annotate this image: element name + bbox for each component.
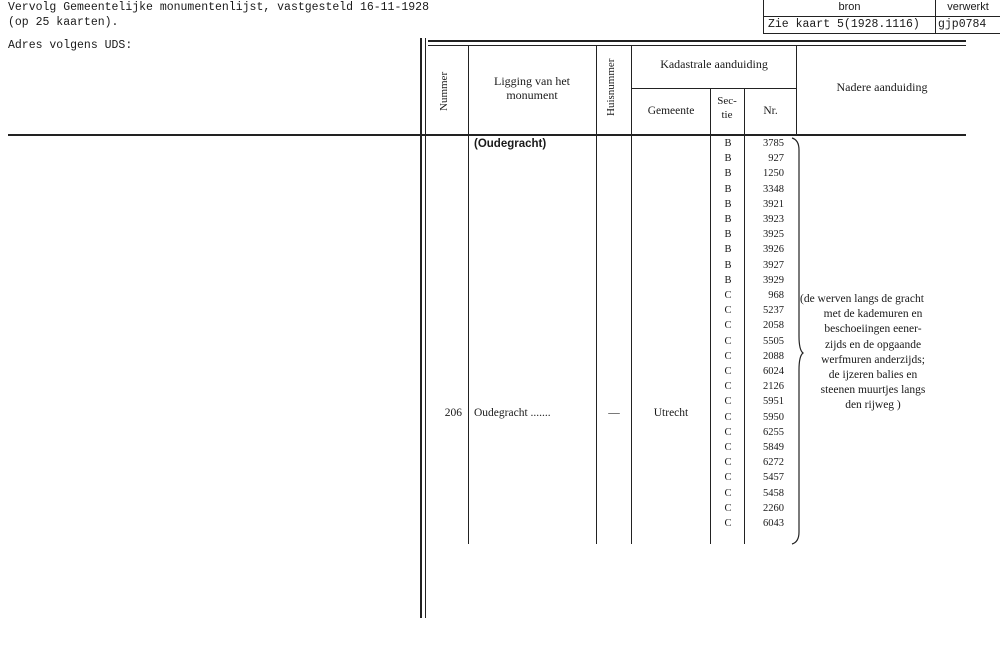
header-nadere: Nadere aanduiding [836, 80, 928, 94]
parcel-sectie: C [724, 518, 732, 529]
parcel-sectie: C [724, 442, 732, 453]
header-sectie: Sec-tie [717, 95, 737, 121]
nadere-aanduiding [800, 292, 946, 414]
parcel-sectie: C [724, 457, 732, 469]
header-huisnummer: Huisnummer [605, 58, 617, 116]
parcel-nr: 5457 [763, 472, 784, 484]
parcel-sectie: B [724, 274, 732, 286]
parcel-sectie: C [724, 350, 732, 362]
parcel-sectie: C [724, 502, 732, 514]
parcel-nr: 5849 [763, 442, 784, 453]
parcel-nr: 1250 [763, 168, 784, 180]
parcel-sectie: B [724, 168, 732, 180]
parcel-nr: 3927 [763, 259, 784, 271]
nadere-line: zijds en de opgaande [824, 338, 922, 351]
document-title: Vervolg Gemeentelijke monumentenlijst, vastgesteld 16-11-1928 [8, 1, 429, 14]
parcel-sectie: B [724, 229, 732, 241]
row-nummer: 206 [444, 407, 462, 419]
parcel-sectie: B [724, 244, 732, 256]
parcel-sectie: C [724, 487, 732, 499]
parcel-sectie: B [724, 153, 732, 165]
parcel-nr: 5237 [763, 305, 784, 317]
parcel-sectie: B [724, 214, 732, 225]
parcel-nr: 3348 [763, 183, 784, 195]
nadere-line: beschoeiingen eener- [824, 323, 922, 336]
parcel-nr: 3785 [763, 138, 784, 149]
bron-label: bron [838, 1, 861, 13]
parcel-nr: 5458 [763, 487, 784, 499]
parcel-sectie: C [724, 290, 732, 301]
parcel-sectie: C [724, 381, 732, 393]
row-ligging: Oudegracht ....... [474, 407, 551, 419]
parcel-nr: 5950 [763, 411, 784, 423]
header-nummer: Nummer [438, 71, 450, 111]
parcel-sectie: C [724, 396, 732, 408]
verwerkt-value: gjp0784 [938, 18, 987, 31]
row-gemeente: Utrecht [653, 407, 689, 419]
row-huisnummer: — [608, 407, 620, 419]
parcel-nr: 3921 [763, 198, 784, 210]
parcel-sectie: C [724, 320, 732, 332]
header-ligging: Ligging van het monument [494, 74, 570, 102]
parcel-nr: 927 [768, 153, 784, 165]
parcel-sectie: B [724, 138, 732, 149]
parcel-sectie: C [724, 366, 732, 377]
parcel-sectie: C [724, 472, 732, 484]
parcel-nr: 5505 [763, 335, 784, 347]
nadere-line: den rijweg ) [845, 399, 901, 412]
parcel-sectie: B [724, 183, 732, 195]
parcel-nr: 6043 [763, 518, 784, 529]
verwerkt-label: verwerkt [947, 1, 989, 13]
parcel-nr: 3926 [763, 244, 784, 256]
parcel-sectie: B [724, 198, 732, 210]
parcel-sectie: C [724, 335, 732, 347]
parcel-nr: 3929 [763, 274, 784, 286]
document-subtitle: (op 25 kaarten). [8, 16, 119, 29]
parcel-nr: 5951 [763, 396, 784, 408]
parcel-nr: 6024 [763, 366, 784, 377]
street-heading: (Oudegracht) [474, 138, 547, 150]
parcel-nr: 2260 [763, 502, 784, 514]
nadere-line: werfmuren anderzijds; [821, 353, 925, 366]
parcel-nr: 3923 [763, 214, 784, 225]
parcel-nr: 2126 [763, 381, 784, 393]
bron-value: Zie kaart 5(1928.1116) [768, 18, 920, 31]
parcel-sectie: C [724, 305, 732, 317]
parcel-nr: 2058 [763, 320, 784, 332]
parcel-sectie: B [724, 259, 732, 271]
header-kadastrale: Kadastrale aanduiding [660, 57, 768, 71]
parcel-nr: 6255 [763, 426, 784, 438]
header-gemeente: Gemeente [647, 105, 695, 117]
parcel-nr: 968 [768, 290, 784, 301]
nadere-line: steenen muurtjes langs [820, 384, 926, 397]
parcel-nr: 3925 [763, 229, 784, 241]
parcel-nr: 6272 [763, 457, 784, 469]
parcel-nr: 2088 [763, 350, 784, 362]
nadere-line: met de kademuren en [823, 308, 923, 321]
header-nr: Nr. [763, 105, 778, 117]
nadere-line: (de werven langs de gracht [800, 293, 924, 305]
address-label: Adres volgens UDS: [8, 39, 133, 52]
parcel-sectie: C [724, 411, 732, 423]
nadere-line: de ijzeren balies en [828, 369, 918, 382]
parcel-sectie: C [724, 426, 732, 438]
